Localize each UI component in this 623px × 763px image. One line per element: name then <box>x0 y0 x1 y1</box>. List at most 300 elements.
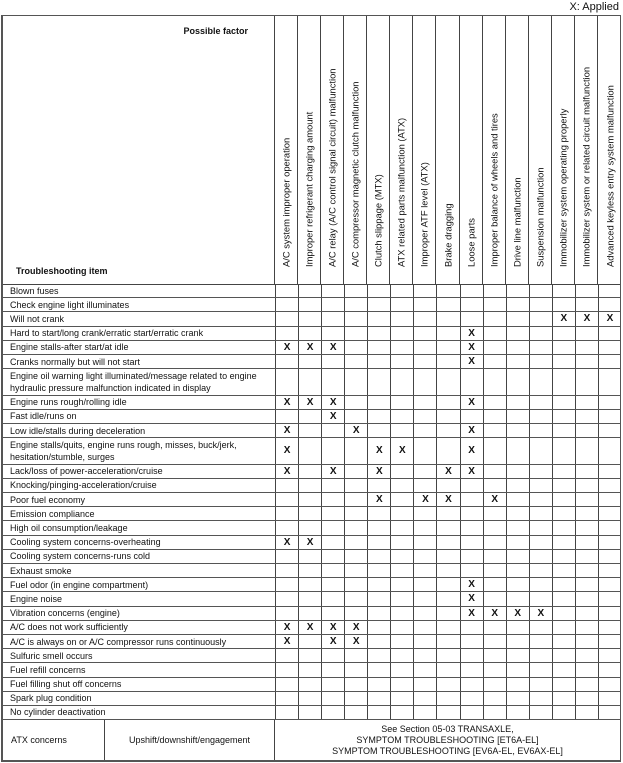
column-header <box>529 16 552 284</box>
applied-mark: X <box>275 341 298 354</box>
applied-mark: X <box>344 621 367 634</box>
empty-cell <box>367 355 390 368</box>
atx-reference-line: SYMPTOM TROUBLESHOOTING [ET6A-EL] <box>356 734 539 745</box>
empty-cell <box>529 410 552 423</box>
table-row <box>3 649 620 663</box>
empty-cell <box>598 635 621 648</box>
troubleshooting-item: No cylinder deactivation <box>10 707 106 718</box>
troubleshooting-item: Fast idle/runs on <box>10 411 77 422</box>
empty-cell <box>598 479 621 492</box>
empty-cell <box>529 564 552 577</box>
empty-cell <box>598 578 621 591</box>
empty-cell <box>552 465 575 478</box>
empty-cell <box>506 465 529 478</box>
table-row <box>3 706 620 720</box>
empty-cell <box>436 578 459 591</box>
empty-cell <box>575 298 598 311</box>
empty-cell <box>275 678 298 691</box>
empty-cell <box>275 564 298 577</box>
empty-cell <box>598 550 621 563</box>
troubleshooting-item: Vibration concerns (engine) <box>10 608 120 619</box>
empty-cell <box>390 396 413 409</box>
empty-cell <box>413 396 436 409</box>
empty-cell <box>598 341 621 354</box>
empty-cell <box>413 550 436 563</box>
column-header-label: A/C compressor magnetic clutch malfunction <box>349 81 361 267</box>
empty-cell <box>367 692 390 705</box>
empty-cell <box>413 424 436 437</box>
applied-mark: X <box>344 635 367 648</box>
empty-cell <box>390 465 413 478</box>
empty-cell <box>367 312 390 325</box>
empty-cell <box>506 341 529 354</box>
empty-cell <box>390 578 413 591</box>
empty-cell <box>506 493 529 506</box>
empty-cell <box>321 479 344 492</box>
empty-cell <box>413 649 436 662</box>
applied-mark: X <box>460 438 483 464</box>
empty-cell <box>298 607 321 620</box>
empty-cell <box>275 550 298 563</box>
table-row <box>3 550 620 564</box>
empty-cell <box>575 621 598 634</box>
empty-cell <box>321 578 344 591</box>
empty-cell <box>275 706 298 719</box>
empty-cell <box>598 678 621 691</box>
empty-cell <box>413 692 436 705</box>
empty-cell <box>413 663 436 676</box>
empty-cell <box>413 284 436 297</box>
empty-cell <box>506 550 529 563</box>
empty-cell <box>367 369 390 395</box>
empty-cell <box>298 706 321 719</box>
table-row <box>3 621 620 635</box>
empty-cell <box>298 564 321 577</box>
empty-cell <box>598 706 621 719</box>
empty-cell <box>552 507 575 520</box>
applied-mark: X <box>321 621 344 634</box>
empty-cell <box>506 284 529 297</box>
empty-cell <box>367 663 390 676</box>
empty-cell <box>390 355 413 368</box>
empty-cell <box>483 312 506 325</box>
empty-cell <box>436 438 459 464</box>
troubleshooting-item: A/C does not work sufficiently <box>10 622 128 633</box>
empty-cell <box>483 341 506 354</box>
empty-cell <box>483 424 506 437</box>
empty-cell <box>321 607 344 620</box>
empty-cell <box>529 355 552 368</box>
table-row <box>3 341 620 355</box>
empty-cell <box>598 621 621 634</box>
empty-cell <box>321 507 344 520</box>
empty-cell <box>460 479 483 492</box>
applied-mark: X <box>436 493 459 506</box>
empty-cell <box>598 663 621 676</box>
applied-mark: X <box>552 312 575 325</box>
empty-cell <box>552 663 575 676</box>
troubleshooting-table <box>1 15 621 762</box>
empty-cell <box>275 312 298 325</box>
empty-cell <box>390 678 413 691</box>
empty-cell <box>344 438 367 464</box>
applied-mark: X <box>367 438 390 464</box>
empty-cell <box>367 396 390 409</box>
empty-cell <box>552 327 575 340</box>
empty-cell <box>321 678 344 691</box>
empty-cell <box>575 410 598 423</box>
column-header <box>344 16 367 284</box>
empty-cell <box>298 493 321 506</box>
empty-cell <box>275 692 298 705</box>
empty-cell <box>506 536 529 549</box>
empty-cell <box>436 396 459 409</box>
empty-cell <box>298 465 321 478</box>
applied-mark: X <box>413 493 436 506</box>
empty-cell <box>275 479 298 492</box>
empty-cell <box>367 635 390 648</box>
table-row <box>3 312 620 326</box>
empty-cell <box>529 678 552 691</box>
applied-mark: X <box>460 341 483 354</box>
empty-cell <box>298 355 321 368</box>
empty-cell <box>321 521 344 534</box>
column-header <box>298 16 321 284</box>
empty-cell <box>321 369 344 395</box>
empty-cell <box>506 692 529 705</box>
empty-cell <box>598 284 621 297</box>
column-header-label: Immobilizer system operating properly <box>557 108 569 267</box>
empty-cell <box>552 521 575 534</box>
empty-cell <box>506 592 529 605</box>
column-header <box>321 16 344 284</box>
empty-cell <box>298 578 321 591</box>
empty-cell <box>344 479 367 492</box>
empty-cell <box>436 649 459 662</box>
column-header <box>275 16 298 284</box>
empty-cell <box>367 507 390 520</box>
empty-cell <box>436 424 459 437</box>
empty-cell <box>413 678 436 691</box>
empty-cell <box>367 479 390 492</box>
empty-cell <box>344 312 367 325</box>
empty-cell <box>529 663 552 676</box>
empty-cell <box>298 369 321 395</box>
troubleshooting-item: Fuel odor (in engine compartment) <box>10 579 149 590</box>
empty-cell <box>298 678 321 691</box>
applied-mark: X <box>367 493 390 506</box>
troubleshooting-item-heading: Troubleshooting item <box>16 266 108 276</box>
empty-cell <box>413 706 436 719</box>
empty-cell <box>506 424 529 437</box>
empty-cell <box>367 550 390 563</box>
column-header <box>506 16 529 284</box>
empty-cell <box>367 521 390 534</box>
empty-cell <box>367 578 390 591</box>
empty-cell <box>436 355 459 368</box>
empty-cell <box>483 706 506 719</box>
empty-cell <box>483 564 506 577</box>
empty-cell <box>413 536 436 549</box>
empty-cell <box>344 327 367 340</box>
empty-cell <box>321 327 344 340</box>
atx-category: ATX concerns <box>3 720 105 760</box>
empty-cell <box>321 692 344 705</box>
empty-cell <box>506 369 529 395</box>
empty-cell <box>598 355 621 368</box>
empty-cell <box>413 327 436 340</box>
troubleshooting-item: Engine oil warning light illuminated/message related to engine hydraulic pressure malfunction indicated in display <box>10 370 257 393</box>
empty-cell <box>275 410 298 423</box>
empty-cell <box>506 396 529 409</box>
applied-mark: X <box>275 536 298 549</box>
empty-cell <box>390 592 413 605</box>
troubleshooting-item: Hard to start/long crank/erratic start/erratic crank <box>10 328 204 339</box>
header-corner <box>3 16 275 284</box>
empty-cell <box>321 424 344 437</box>
empty-cell <box>552 479 575 492</box>
empty-cell <box>506 438 529 464</box>
empty-cell <box>390 521 413 534</box>
empty-cell <box>275 327 298 340</box>
empty-cell <box>344 536 367 549</box>
empty-cell <box>575 578 598 591</box>
empty-cell <box>506 706 529 719</box>
column-header-label: Brake dragging <box>442 203 454 267</box>
empty-cell <box>413 621 436 634</box>
empty-cell <box>506 521 529 534</box>
empty-cell <box>390 327 413 340</box>
empty-cell <box>390 312 413 325</box>
applied-mark: X <box>298 341 321 354</box>
empty-cell <box>598 536 621 549</box>
table-row <box>3 424 620 438</box>
empty-cell <box>552 424 575 437</box>
empty-cell <box>552 564 575 577</box>
applied-mark: X <box>460 607 483 620</box>
empty-cell <box>598 493 621 506</box>
empty-cell <box>552 355 575 368</box>
empty-cell <box>436 635 459 648</box>
empty-cell <box>275 578 298 591</box>
empty-cell <box>413 479 436 492</box>
applied-mark: X <box>275 465 298 478</box>
troubleshooting-item: Check engine light illuminates <box>10 299 130 310</box>
empty-cell <box>275 507 298 520</box>
applied-mark: X <box>460 578 483 591</box>
empty-cell <box>575 550 598 563</box>
empty-cell <box>413 507 436 520</box>
empty-cell <box>529 550 552 563</box>
empty-cell <box>575 607 598 620</box>
column-header <box>460 16 483 284</box>
empty-cell <box>529 438 552 464</box>
empty-cell <box>552 607 575 620</box>
empty-cell <box>552 649 575 662</box>
empty-cell <box>344 355 367 368</box>
empty-cell <box>275 298 298 311</box>
empty-cell <box>413 564 436 577</box>
column-header <box>552 16 575 284</box>
empty-cell <box>529 396 552 409</box>
column-header-label: A/C system improper operation <box>280 137 292 267</box>
troubleshooting-item: Cooling system concerns-overheating <box>10 537 161 548</box>
empty-cell <box>413 298 436 311</box>
applied-mark: X <box>506 607 529 620</box>
empty-cell <box>436 479 459 492</box>
empty-cell <box>321 564 344 577</box>
empty-cell <box>575 635 598 648</box>
empty-cell <box>552 592 575 605</box>
empty-cell <box>506 327 529 340</box>
empty-cell <box>483 678 506 691</box>
column-header <box>413 16 436 284</box>
empty-cell <box>275 607 298 620</box>
column-header-label: ATX related parts malfunction (ATX) <box>395 117 407 267</box>
empty-cell <box>552 396 575 409</box>
empty-cell <box>436 312 459 325</box>
empty-cell <box>483 438 506 464</box>
empty-cell <box>598 465 621 478</box>
empty-cell <box>390 550 413 563</box>
empty-cell <box>529 536 552 549</box>
applied-mark: X <box>483 607 506 620</box>
empty-cell <box>529 312 552 325</box>
empty-cell <box>552 438 575 464</box>
troubleshooting-item: Cranks normally but will not start <box>10 356 141 367</box>
troubleshooting-item: Will not crank <box>10 313 65 324</box>
empty-cell <box>460 706 483 719</box>
applied-mark: X <box>460 396 483 409</box>
empty-cell <box>529 479 552 492</box>
applied-mark: X <box>275 635 298 648</box>
empty-cell <box>598 298 621 311</box>
empty-cell <box>413 355 436 368</box>
empty-cell <box>298 410 321 423</box>
empty-cell <box>436 550 459 563</box>
troubleshooting-item: Engine noise <box>10 593 63 604</box>
empty-cell <box>483 621 506 634</box>
table-row <box>3 507 620 521</box>
empty-cell <box>390 410 413 423</box>
empty-cell <box>413 312 436 325</box>
applied-mark: X <box>275 438 298 464</box>
empty-cell <box>552 493 575 506</box>
empty-cell <box>552 635 575 648</box>
empty-cell <box>575 536 598 549</box>
empty-cell <box>298 692 321 705</box>
empty-cell <box>413 341 436 354</box>
empty-cell <box>483 521 506 534</box>
column-header <box>575 16 598 284</box>
empty-cell <box>344 550 367 563</box>
empty-cell <box>390 621 413 634</box>
empty-cell <box>529 369 552 395</box>
table-body <box>3 284 620 756</box>
empty-cell <box>436 298 459 311</box>
empty-cell <box>344 396 367 409</box>
empty-cell <box>298 550 321 563</box>
empty-cell <box>275 369 298 395</box>
empty-cell <box>298 635 321 648</box>
applied-mark: X <box>460 424 483 437</box>
applied-mark: X <box>275 424 298 437</box>
troubleshooting-item: Poor fuel economy <box>10 494 86 505</box>
table-row <box>3 592 620 606</box>
empty-cell <box>575 369 598 395</box>
empty-cell <box>390 341 413 354</box>
column-header-label: Loose parts <box>465 218 477 267</box>
empty-cell <box>344 678 367 691</box>
empty-cell <box>436 284 459 297</box>
empty-cell <box>460 663 483 676</box>
empty-cell <box>367 706 390 719</box>
empty-cell <box>298 312 321 325</box>
empty-cell <box>390 635 413 648</box>
empty-cell <box>344 341 367 354</box>
column-header <box>436 16 459 284</box>
empty-cell <box>529 493 552 506</box>
atx-reference <box>275 720 620 760</box>
applied-mark: X <box>598 312 621 325</box>
empty-cell <box>275 355 298 368</box>
empty-cell <box>367 564 390 577</box>
empty-cell <box>321 355 344 368</box>
empty-cell <box>413 635 436 648</box>
empty-cell <box>298 521 321 534</box>
table-row <box>3 465 620 479</box>
empty-cell <box>575 284 598 297</box>
empty-cell <box>552 706 575 719</box>
troubleshooting-item: Engine runs rough/rolling idle <box>10 397 127 408</box>
table-row <box>3 298 620 312</box>
empty-cell <box>483 663 506 676</box>
empty-cell <box>344 663 367 676</box>
empty-cell <box>529 298 552 311</box>
empty-cell <box>483 635 506 648</box>
applied-mark: X <box>575 312 598 325</box>
empty-cell <box>483 692 506 705</box>
empty-cell <box>413 369 436 395</box>
empty-cell <box>460 369 483 395</box>
troubleshooting-item: Fuel filling shut off concerns <box>10 679 122 690</box>
applied-mark: X <box>460 465 483 478</box>
table-row <box>3 479 620 493</box>
empty-cell <box>367 678 390 691</box>
empty-cell <box>506 578 529 591</box>
empty-cell <box>367 649 390 662</box>
empty-cell <box>367 284 390 297</box>
empty-cell <box>367 607 390 620</box>
empty-cell <box>413 607 436 620</box>
empty-cell <box>321 550 344 563</box>
column-header <box>367 16 390 284</box>
empty-cell <box>575 592 598 605</box>
atx-reference-line: SYMPTOM TROUBLESHOOTING [EV6A-EL, EV6AX-EL] <box>332 745 563 756</box>
empty-cell <box>367 424 390 437</box>
applied-mark: X <box>460 355 483 368</box>
empty-cell <box>575 396 598 409</box>
empty-cell <box>460 621 483 634</box>
empty-cell <box>390 536 413 549</box>
empty-cell <box>506 298 529 311</box>
empty-cell <box>367 298 390 311</box>
empty-cell <box>275 284 298 297</box>
empty-cell <box>321 298 344 311</box>
possible-factor-heading: Possible factor <box>183 26 248 36</box>
empty-cell <box>367 410 390 423</box>
empty-cell <box>436 663 459 676</box>
